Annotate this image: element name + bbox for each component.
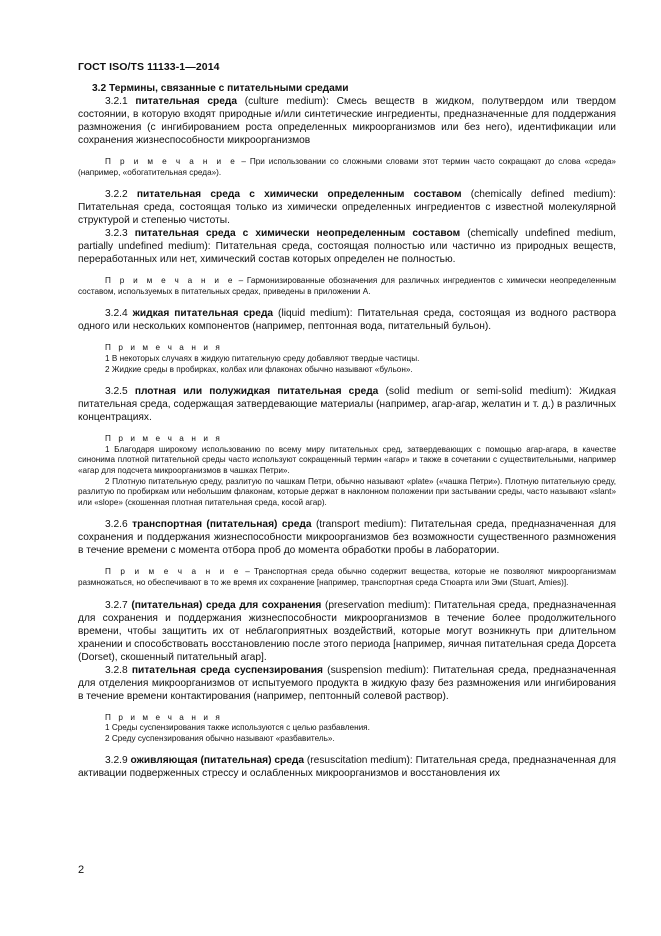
term-definition: (culture medium): Смесь веществ в жидком, полутвердом или твердом состоянии, в которую входят природные и/или синтетические ингредиенты, предназначенные для поддержания размножения (с ингибированием роста определенных микроорганизмов или без него), идентификации или сохранения жизнеспособности микроорганизмов xyxy=(78,96,616,146)
term-number: 3.2.6 xyxy=(105,519,128,531)
term-definition: (resuscitation medium): Питательная среда, предназначенная для активации подверженных стрессу и ослабленных микроорганизмов и восстановления их xyxy=(78,755,616,780)
term-number: 3.2.7 xyxy=(105,599,128,611)
term-entry-3-2-5 xyxy=(78,385,616,424)
note-item: 2 Среду суспензирования обычно называют «разбавитель». xyxy=(105,733,335,743)
term-name: жидкая питательная среда xyxy=(132,308,274,320)
term-number: 3.2.8 xyxy=(105,664,128,676)
term-name: питательная среда с химически определенным составом xyxy=(136,189,462,201)
term-definition: (preservation medium): Питательная среда, предназначенная для сохранения и поддержания жизнеспособности микроорганизмов в течение более продолжительного времени, чтобы защитить их от неблагоприятных воздействий, которые могут возникнуть при длительном хранении и способствовать восстановлению после этого периода [например, яичная питательная среда Дорсета (Dorset), скошенный питательный агар]. xyxy=(78,599,616,663)
term-name: транспортная (питательная) среда xyxy=(132,519,312,531)
term-entry-3-2-1 xyxy=(78,95,616,147)
term-name: оживляющая (питательная) среда xyxy=(130,755,305,767)
document-id-header: ГОСТ ISO/TS 11133-1—2014 xyxy=(78,61,220,73)
note-item: 2 Плотную питательную среду, разлитую по чашкам Петри, обычно называют «plate» («чашка Петри»). Плотную питательную среду, разлитую по пробиркам или небольшим флаконам, которые держат в наклонном положении при застывании среды, часто называют «slant» или «slope» (скошенная плотная питательная среда, косой агар). xyxy=(78,476,616,507)
note xyxy=(78,276,616,297)
note-item: 1 Среды суспензирования также используются с целью разбавления. xyxy=(105,723,370,733)
term-definition: (transport medium): Питательная среда, предназначенная для сохранения и поддержания жизнеспособности микроорганизмов без возможности существенного размножения в течение времени с момента отбора проб до момента обработки пробы в лаборатории. xyxy=(78,519,616,557)
term-entry-3-2-8 xyxy=(78,664,616,703)
term-entry-3-2-2 xyxy=(78,188,616,227)
note-item: 1 В некоторых случаях в жидкую питательную среду добавляют твердые частицы. xyxy=(105,353,420,363)
note-text: – При использовании со сложными словами этот термин часто сокращают до слова «среда» (например, «обогатительная среда»). xyxy=(78,157,616,177)
notes-heading: П р и м е ч а н и я xyxy=(105,343,223,353)
note-label: П р и м е ч а н и е xyxy=(105,276,235,286)
section-title: 3.2 Термины, связанные с питательными средами xyxy=(92,83,349,94)
document-body xyxy=(78,82,616,780)
term-definition: (solid medium or semi-solid medium): Жидкая питательная среда, содержащая затвердевающие материалы (например, агар-агар, желатин и т. д.) в различных концентрациях. xyxy=(78,386,616,424)
term-name: питательная среда с химически неопределенным составом xyxy=(134,228,461,240)
term-name: (питательная) среда для сохранения xyxy=(131,599,322,611)
term-entry-3-2-9 xyxy=(78,754,616,780)
term-number: 3.2.1 xyxy=(105,96,128,107)
term-entry-3-2-4 xyxy=(78,307,616,333)
notes-heading: П р и м е ч а н и я xyxy=(105,712,223,722)
term-entry-3-2-3 xyxy=(78,227,616,266)
term-definition: (chemically undefined medium, partially undefined medium): Питательная среда, состоящая полностью или частично из природных веществ, переработанных или нет, химический состав которых определен не полностью. xyxy=(78,228,616,266)
term-definition: (suspension medium): Питательная среда, предназначенная для отделения микроорганизмов от испытуемого продукта в жидкую фазу без размножения или ингибирования в течение времени контактирования (например, пептонный солевой раствор). xyxy=(78,664,616,702)
note-item: 2 Жидкие среды в пробирках, колбах или флаконах обычно называют «бульон». xyxy=(105,364,413,374)
term-entry-3-2-7 xyxy=(78,599,616,664)
term-number: 3.2.9 xyxy=(105,755,128,767)
term-definition: (liquid medium): Питательная среда, состоящая из водного раствора одного или нескольких компонентов (например, пептонная вода, питательный бульон). xyxy=(78,308,617,333)
term-name: питательная среда суспензирования xyxy=(131,664,323,676)
note-label: П р и м е ч а н и е xyxy=(105,157,238,166)
note xyxy=(78,567,616,588)
term-number: 3.2.3 xyxy=(105,228,128,240)
term-definition: (chemically defined medium): Питательная среда, состоящая только из химически определенных ингредиентов с известной молекулярной структурой и степенью чистоты. xyxy=(78,189,616,227)
notes-heading: П р и м е ч а н и я xyxy=(105,434,223,444)
term-number: 3.2.5 xyxy=(105,386,128,398)
note-text: – Гармонизированные обозначения для различных ингредиентов с химически неопределенным составом, используемых в питательных средах, приведены в приложении А. xyxy=(78,276,616,296)
page-number: 2 xyxy=(78,864,85,876)
term-name: питательная среда xyxy=(135,96,238,107)
note-text: – Транспортная среда обычно содержит вещества, которые не позволяют микроорганизмам размножаться, но обеспечивают в то же время их сохранение [например, транспортная среда Стюарта или Эми (Stuart, Amies)]. xyxy=(78,567,616,587)
note-item: 1 Благодаря широкому использованию по всему миру питательных сред, затвердевающих с помощью агар-агара, в качестве синонима плотной питательной среды часто используют сокращенный термин «агар» и также в сочетании с существительными, например «агар для подсчета микроорганизмов в чашках Петри». xyxy=(78,444,616,475)
term-entry-3-2-6 xyxy=(78,518,616,557)
note xyxy=(78,157,616,178)
note-label: П р и м е ч а н и е xyxy=(105,567,241,577)
term-number: 3.2.2 xyxy=(105,189,128,201)
term-number: 3.2.4 xyxy=(105,308,128,320)
term-name: плотная или полужидкая питательная среда xyxy=(134,386,379,398)
